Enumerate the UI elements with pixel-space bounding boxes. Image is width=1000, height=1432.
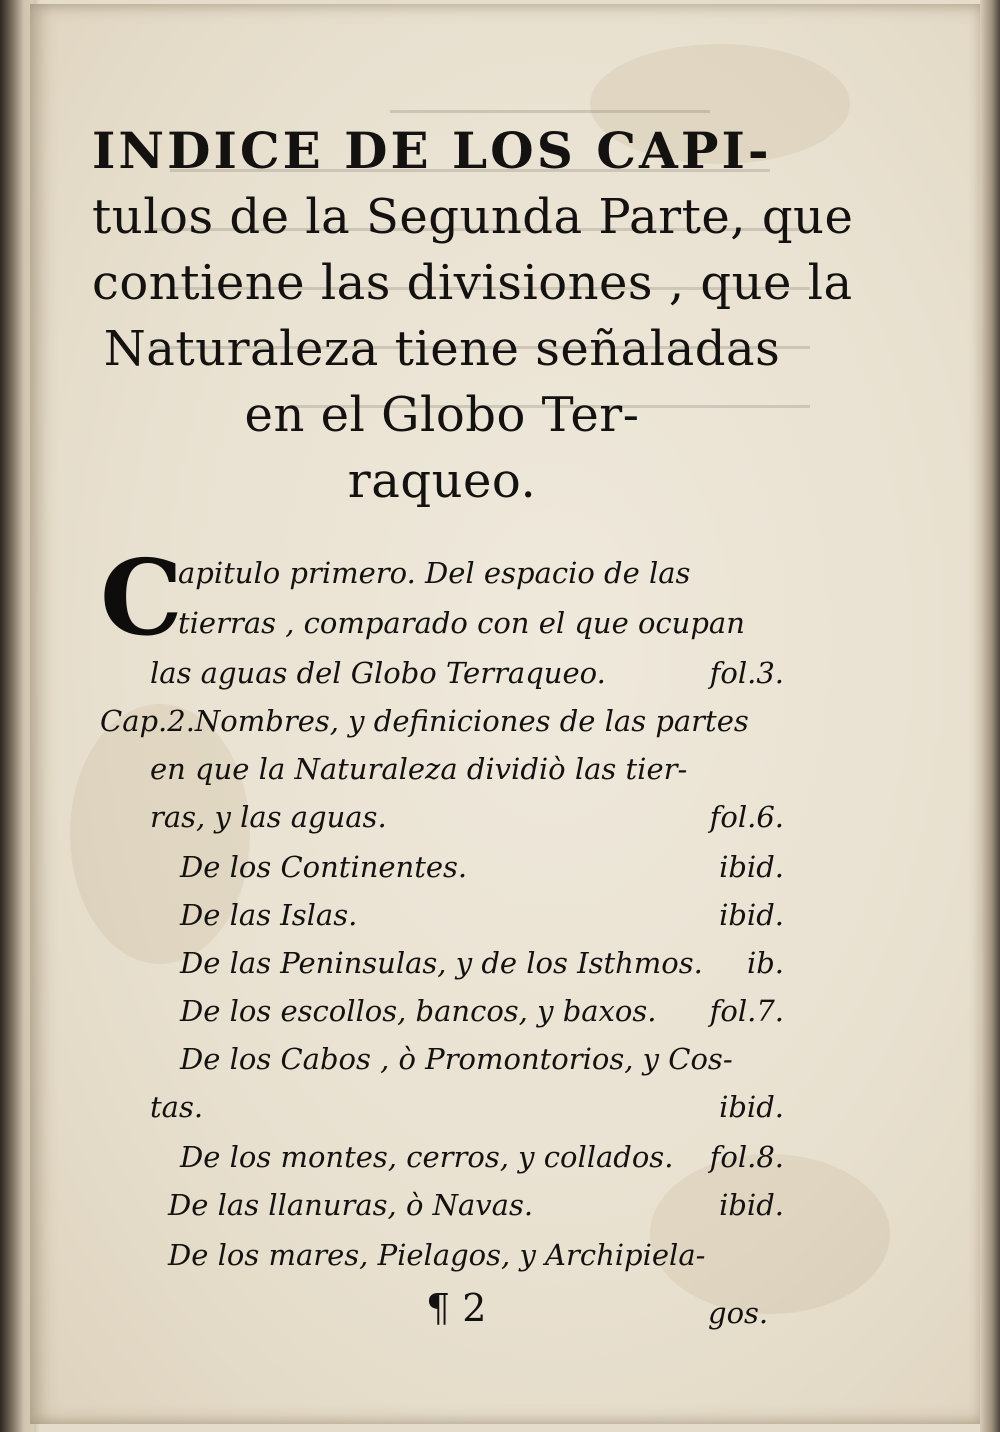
drop-cap: C	[100, 536, 183, 659]
toc-entry-page: ibid.	[719, 1188, 784, 1222]
toc-line	[180, 1140, 784, 1188]
toc-line	[150, 752, 784, 800]
chapter-index-heading	[92, 118, 854, 514]
toc-entry-page: ibid.	[719, 1090, 784, 1124]
toc-entry-text: De las llanuras, ò Navas.	[168, 1188, 534, 1222]
heading-line-1: INDICE DE LOS CAPI-	[92, 121, 772, 180]
toc-entry-page: ib.	[746, 946, 784, 980]
toc-entry-text: De los mares, Pielagos, y Archipiela-	[168, 1238, 706, 1272]
toc-line	[180, 946, 784, 994]
toc-entry-text: De los Cabos , ò Promontorios, y Cos-	[180, 1042, 733, 1076]
heading-line-6: raqueo.	[347, 453, 537, 509]
toc-entry-page: fol.6.	[709, 800, 784, 834]
toc-entry-text: De los Continentes.	[180, 850, 468, 884]
page-right-edge	[980, 0, 1000, 1432]
toc-line	[168, 1188, 784, 1236]
toc-line	[180, 994, 784, 1042]
toc-entry-text: De las Peninsulas, y de los Isthmos.	[180, 946, 703, 980]
toc-line	[178, 606, 784, 654]
toc-entry-text: De los escollos, bancos, y baxos.	[180, 994, 657, 1028]
toc-entry-text: tierras , comparado con el que ocupan	[178, 606, 745, 640]
heading-line-3: contiene las divisiones , que la	[92, 255, 853, 311]
catchword: gos.	[708, 1296, 769, 1330]
toc-line	[180, 1042, 784, 1090]
toc-line	[180, 898, 784, 946]
toc-entry-page: fol.3.	[709, 656, 784, 690]
toc-line	[168, 1238, 784, 1286]
toc-line	[150, 1090, 784, 1138]
toc-entry-text: apitulo primero. Del espacio de las	[178, 556, 691, 590]
toc-entry-text: ras, y las aguas.	[150, 800, 387, 834]
toc-entry-page: ibid.	[719, 898, 784, 932]
toc-line	[150, 800, 784, 848]
toc-line	[100, 704, 784, 752]
toc-line	[178, 556, 784, 604]
toc-line	[150, 656, 784, 704]
previous-page-edge	[0, 0, 34, 1432]
toc-entry-text: las aguas del Globo Terraqueo.	[150, 656, 606, 690]
heading-line-2: tulos de la Segunda Parte, que	[92, 189, 854, 245]
heading-line-5: en el Globo Ter-	[244, 387, 640, 443]
toc-entry-page: ibid.	[719, 850, 784, 884]
toc-entry-text: tas.	[150, 1090, 204, 1124]
heading-line-4: Naturaleza tiene señaladas	[103, 321, 781, 377]
toc-entry-page: fol.8.	[709, 1140, 784, 1174]
toc-entry-page: fol.7.	[709, 994, 784, 1028]
toc-entry-text: De las Islas.	[180, 898, 358, 932]
toc-entry-text: Cap.2.Nombres, y definiciones de las partes	[100, 704, 749, 738]
toc-entry-text: De los montes, cerros, y collados.	[180, 1140, 674, 1174]
signature-mark: ¶ 2	[426, 1286, 487, 1330]
toc-entry-text: en que la Naturaleza dividiò las tier-	[150, 752, 688, 786]
toc-line	[180, 850, 784, 898]
